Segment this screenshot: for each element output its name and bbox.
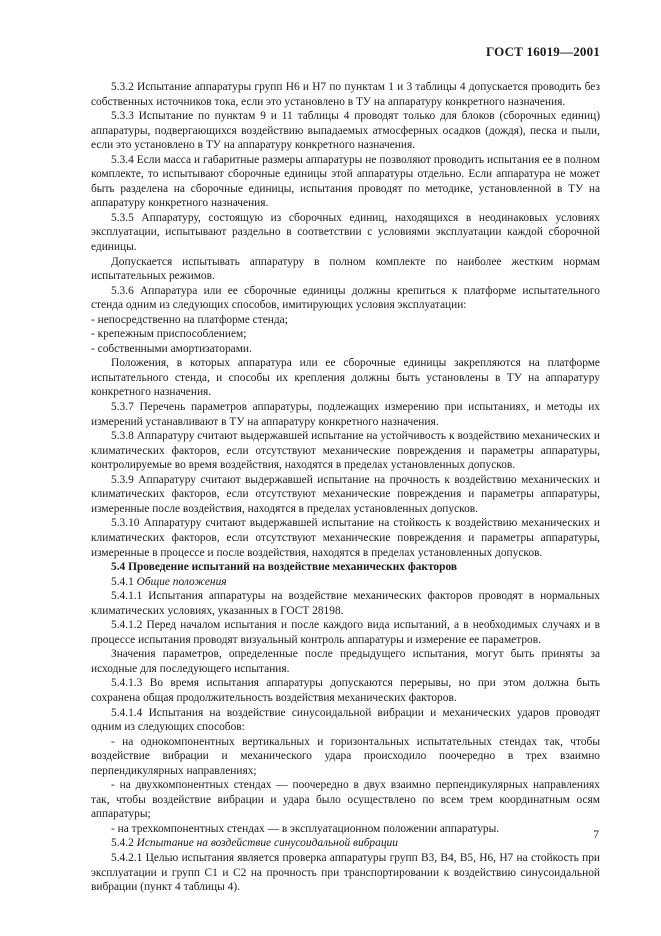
clause-number: 5.4.1.4 xyxy=(111,706,143,719)
clause-number: 5.4.1.3 xyxy=(111,677,143,690)
page-number: 7 xyxy=(593,829,599,841)
clause-5-3-10 xyxy=(91,516,600,560)
document-body xyxy=(91,80,600,895)
clause-text: Допускается испытывать аппаратуру в полном комплекте по наиболее жестким нормам испытательных режимов. xyxy=(91,255,600,283)
clause-text: Испытания аппаратуры на воздействие механических факторов проводят в нормальных климатических условиях, указанных в ГОСТ 28198. xyxy=(91,590,600,617)
paragraph xyxy=(91,778,600,822)
clause-number: 5.3.3 xyxy=(111,110,134,123)
clause-text: Испытание на воздействие синусоидальной вибрации xyxy=(136,837,398,850)
clause-number: 5.4.1.2 xyxy=(111,619,143,632)
clause-5-3-5 xyxy=(91,211,600,255)
clause-number: 5.4.1.1 xyxy=(111,590,143,603)
paragraph xyxy=(91,647,600,676)
clause-text: - на двухкомпонентных стендах — поочередно в двух взаимно перпендикулярных направлениях так, чтобы воздействие вибрации и удара было осуществлено по всем трем координатным осям аппаратуры; xyxy=(91,779,600,821)
clause-5-3-7 xyxy=(91,400,600,429)
clause-5-4-1-4 xyxy=(91,706,600,735)
clause-text: - на однокомпонентных вертикальных и горизонтальных испытательных стендах так, чтобы воздействие вибрации и механического удара происходило поочередно в трех взаимно перпендикулярных направлениях; xyxy=(91,735,600,777)
clause-5-4-2-1 xyxy=(91,851,600,895)
clause-number: 5.3.8 xyxy=(111,430,134,443)
clause-text: Во время испытания аппаратуры допускаются перерывы, но при этом должна быть сохранена общая продолжительность воздействия механических факторов. xyxy=(91,677,600,704)
clause-text: Целью испытания является проверка аппаратуры групп В3, В4, В5, Н6, Н7 на стойкость при эксплуатации и групп С1 и С2 на прочность при транспортировании к воздействию синусоидальной вибрации (пункт 4 таблицы 4). xyxy=(91,851,600,894)
clause-5-3-6 xyxy=(91,284,600,313)
clause-number: 5.3.6 xyxy=(111,284,134,297)
clause-number: 5.4.2.1 xyxy=(111,851,143,864)
clause-text: Аппаратуру считают выдержавшей испытание на стойкость к воздействию механических и климатических факторов, если отсутствуют механические повреждения и параметры аппаратуры, измеренные в процессе и после воздействия, находятся в пределах установленных допусков. xyxy=(91,517,600,559)
clause-text: Перечень параметров аппаратуры, подлежащих измерению при испытаниях, и методы их измерений устанавливают в ТУ на аппаратуру конкретного назначения. xyxy=(91,401,600,428)
paragraph xyxy=(91,822,600,837)
clause-text: - непосредственно на платформе стенда; xyxy=(91,313,288,326)
clause-text: Перед началом испытания и после каждого вида испытаний, а в необходимых случаях и в процессе испытания проводят визуальный контроль аппаратуры и измерение ее параметров. xyxy=(91,619,600,646)
paragraph xyxy=(91,255,600,284)
clause-text: Испытание аппаратуры групп Н6 и Н7 по пунктам 1 и 3 таблицы 4 допускается проводить без собственных источников тока, если это установлено в ТУ на аппаратуру конкретного назначения. xyxy=(91,81,600,108)
clause-text: Аппаратура или ее сборочные единицы должны крепиться к платформе испытательного стенда одним из следующих способов, имитирующих условия эксплуатации: xyxy=(91,284,600,312)
clause-5-4-2 xyxy=(91,836,600,851)
clause-5-4 xyxy=(91,560,600,575)
clause-5-4-1-2 xyxy=(91,618,600,647)
paragraph xyxy=(91,735,600,779)
clause-text: - на трехкомпонентных стендах — в эксплуатационном положении аппаратуры. xyxy=(111,822,500,835)
clause-number: 5.4 xyxy=(111,561,126,574)
paragraph xyxy=(91,327,600,342)
clause-text: Значения параметров, определенные после предыдущего испытания, могут быть приняты за исходные для последующего испытания. xyxy=(91,648,600,675)
clause-number: 5.3.10 xyxy=(111,517,140,530)
clause-text: Испытание по пунктам 9 и 11 таблицы 4 проводят только для блоков (сборочных единиц) аппаратуры, подвергающихся воздействию выпадаемых атмосферных осадков (дождя), песка и пыли, если это установлено в ТУ на аппаратуру конкретного назначения. xyxy=(91,110,600,152)
clause-number: 5.4.1 xyxy=(111,575,134,588)
clause-5-4-1-1 xyxy=(91,589,600,618)
clause-5-3-2 xyxy=(91,80,600,109)
clause-number: 5.4.2 xyxy=(111,837,134,850)
clause-text: Общие положения xyxy=(136,575,227,588)
clause-text: Аппаратуру считают выдержавшей испытание на устойчивость к воздействию механических и климатических факторов, если отсутствуют механические повреждения и параметры аппаратуры, контролируемые во время воздействия, находятся в пределах установленных допусков. xyxy=(91,430,600,472)
clause-number: 5.3.7 xyxy=(111,401,134,414)
clause-number: 5.3.9 xyxy=(111,473,134,486)
paragraph xyxy=(91,313,600,328)
standard-code-header: ГОСТ 16019—2001 xyxy=(485,44,600,59)
clause-5-3-8 xyxy=(91,429,600,473)
clause-number: 5.3.4 xyxy=(111,153,134,166)
clause-number: 5.3.2 xyxy=(111,81,134,93)
clause-text: Если масса и габаритные размеры аппаратуры не позволяют проводить испытания ее в полном комплекте, то испытывают сборочные единицы этой аппаратуры отдельно. Если аппаратура не может быть разделена на сборочные единицы, испытания проводят по методике, установленной в ТУ на аппаратуру конкретного назначения. xyxy=(91,153,600,210)
clause-5-3-3 xyxy=(91,109,600,153)
clause-5-4-1 xyxy=(91,575,600,590)
clause-text: - собственными амортизаторами. xyxy=(91,342,252,355)
clause-text: Испытания на воздействие синусоидальной вибрации и механических ударов проводят одним из следующих способов: xyxy=(91,706,600,734)
clause-5-3-4 xyxy=(91,153,600,211)
clause-text: Проведение испытаний на воздействие механических факторов xyxy=(128,561,458,574)
clause-text: Аппаратуру считают выдержавшей испытание на прочность к воздействию механических и климатических факторов, если отсутствуют механические повреждения и параметры аппаратуры, измеренные после воздействия, находятся в пределах установленных допусков. xyxy=(91,473,600,515)
clause-text: Аппаратуру, состоящую из сборочных единиц, находящихся в неодинаковых условиях эксплуатации, испытывают раздельно в соответствии с условиями эксплуатации каждой сборочной единицы. xyxy=(91,211,600,254)
clause-text: - крепежным приспособлением; xyxy=(91,328,247,341)
clause-5-4-1-3 xyxy=(91,676,600,705)
clause-5-3-9 xyxy=(91,473,600,517)
clause-text: Положения, в которых аппаратура или ее сборочные единицы закрепляются на платформе испытательного стенда, и способы их крепления должны быть установлены в ТУ на аппаратуру конкретного назначения. xyxy=(91,357,600,399)
paragraph xyxy=(91,356,600,400)
clause-number: 5.3.5 xyxy=(111,211,134,224)
paragraph xyxy=(91,342,600,357)
